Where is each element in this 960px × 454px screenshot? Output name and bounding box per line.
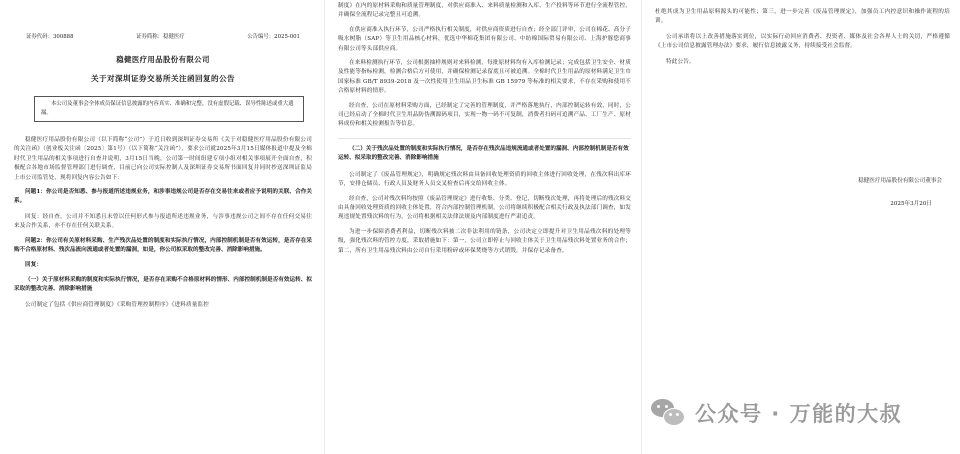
- question-2: 问题2：你公司有关原材料采购、生产残次品处置的制度和实际执行情况，内部控制机制是否有效运转，是否存在采购不合格原材料、残次品流向流通或者处置的漏洞，如是，你公司拟采取的整改完善、消除影响措施。: [14, 237, 312, 254]
- answer-1: 回复：经自查，公司并不知悉且未曾以任何形式参与报道所述违规业务，与涉事违规公司之间不存在任何交易往来及合作关系，亦不存在任何关联关系。: [14, 213, 312, 230]
- paragraph: 公司制定了包括《供应商管理制度》《采购管理控制程序》《进料质量监控: [25, 301, 209, 308]
- intro-paragraph: 稳健医疗用品股份有限公司（以下简称“公司”）于近日收到深圳证券交易所《关于对稳健医疗用品股份有限公司的关注函》（创业板关注函〔2025〕第1号）（以下简称“关注函”），要求公司就2025年3月15日媒体报道中提及全棉时代卫生用品的相关事项进行自查并说明，3月15日当晚，公司第一时间组建专项小组对相关事项展开全面自查，积极配合各地市场监督管理部门进行调查，目前已向公司实际控制人及深圳证券交易所书面回复并同时抄送深圳证监局上市公司监管处，现将回复内容公告如下：: [14, 137, 312, 181]
- paragraph: 公司制定了《废品管理规定》，明确规定残次料由具备回收处理资质的回收主体进行回收处理，在残次料出库环节，安排仓储员、行政人员及财务人员交叉检查后再交给回收主体。: [338, 171, 631, 188]
- document-title: 关于对深圳证券交易所关注函回复的公告: [91, 74, 235, 83]
- paragraph: 在供应商准入执行环节，公司严格执行相关制度，对供应商资质进行自查；经全部门评审，公司在棉花、高分子吸水树脂（SAP）等卫生用品核心材料，优选中华棉花集团有限公司、中纺棉国际贸易有限公司、上海护豚您商事有限公司等头部供应商。: [338, 26, 631, 52]
- announcement-date: 2025年3月20日: [890, 201, 932, 207]
- document-page-1: [0, 0, 325, 454]
- signature: 稳健医疗用品股份有限公司董事会: [858, 178, 942, 184]
- paragraph: 经自查，公司对残次料均按照《废品管理规定》进行收集、分类、登记，切断残次处理，再将处理后的残次料交由具备回收处理资质的回收主体处置，符合内部控制管理机制。公司将继续积极配合相关行政及执法部门调查，如发现违规处置残次料的行为，公司将根据相关法律法规及内部制度进行严肃追责。: [338, 195, 631, 221]
- wechat-watermark: [651, 395, 951, 431]
- watermark-text: 公众号 · 万能的大叔: [695, 402, 903, 426]
- disclaimer-box: 本公司及董事会全体成员保证信息披露的内容真实、准确和完整，没有虚假记载、误导性陈述或重大遗漏。: [34, 96, 304, 122]
- subsection-2-heading: （二）关于残次品处置的制度和实际执行情况，是否存在残次品违规流通或者处置的漏洞、内部控制机制是否有效运转、拟采取的整改完善、消除影响措施: [338, 138, 631, 164]
- wechat-icon: [651, 399, 685, 427]
- paragraph: 杜绝其成为卫生用品原料源头的可能性；第三，进一步完善《废品管理规定》，加强员工内控意识和操作流程的培训。: [655, 9, 950, 25]
- closing-line: 特此公告。: [666, 58, 695, 65]
- paragraph: 为进一步保障消费者利益，切断残次料被二次非法利用的链条，公司决定立即提升对卫生用品残次料的处理等级，强化残次料的管控力度，采取措施如下：第一，公司立即停止与回收主体关于卫生用品残次料处置业务的合作；第二，所有卫生用品残次料由公司自行采用粉碎或环保焚烧等方式销毁，并保存记录备查，: [338, 228, 631, 254]
- paragraph: 公司承诺将以上改善措施落实到位，以实际行动回应消费者、投资者、媒体及社会各界人士的关切，严格遵循《上市公司信息披露管理办法》要求，履行信息披露义务，持续接受社会监督。: [655, 33, 950, 50]
- document-page-2: [326, 0, 642, 454]
- paragraph: 在来料检测执行环节，公司根据抽样规则对来料检测，每批原材料均有入库检测记录；完成包括卫生安全、材质及性能等指标检测，检测合格后方可使用，并确保检测记录留底且可被追溯。全棉时代卫生用品的原材料满足卫生巾国家标准 GB/T 8939-2018 及一次性使用卫生用品卫生标准 GB 15979 等标准的相关要求，不存在采购和使用不合格原材料的情形。: [338, 60, 631, 95]
- announcement-number: 公告编号：2025-001: [247, 34, 300, 40]
- paragraph: 经自查，公司在原材料采购方面，已经制定了完善的管理制度，并严格落地执行，内部控制运转有效，同时，公司已经启动了全棉时代卫生用品防伪溯源码项目，实现一物一码不可复制，消费者扫码可追溯产品、工厂生产、原材料成份和相关检测报告等信息。: [338, 102, 631, 128]
- security-short-name: 证券简称：稳健医疗: [136, 34, 185, 40]
- company-name: 稳健医疗用品股份有限公司: [116, 55, 210, 64]
- question-1: 问题1：你公司是否知悉、参与报道所述违规业务，和涉事违规公司是否存在交易往来或者应予说明的关联、合作关系。: [14, 189, 312, 205]
- announcement-meta-row: [14, 32, 312, 40]
- paragraph: 制度》在内的原材料采购和质量管理制度，对供应商准入、来料质量检测和入库、生产投料等环节进行全流程管控，并确保全流程记录完整且可追溯。: [338, 3, 631, 19]
- subsection-1-heading: （一）关于原材料采购的制度和实际执行情况，是否存在采购不合格原材料的情形、内部控制机制是否有效运转、拟采取的整改完善、消除影响措施: [14, 276, 312, 293]
- reply-label: 回复：: [25, 262, 43, 269]
- security-code: 证券代码：300888: [26, 34, 74, 40]
- document-page-3: [643, 0, 960, 454]
